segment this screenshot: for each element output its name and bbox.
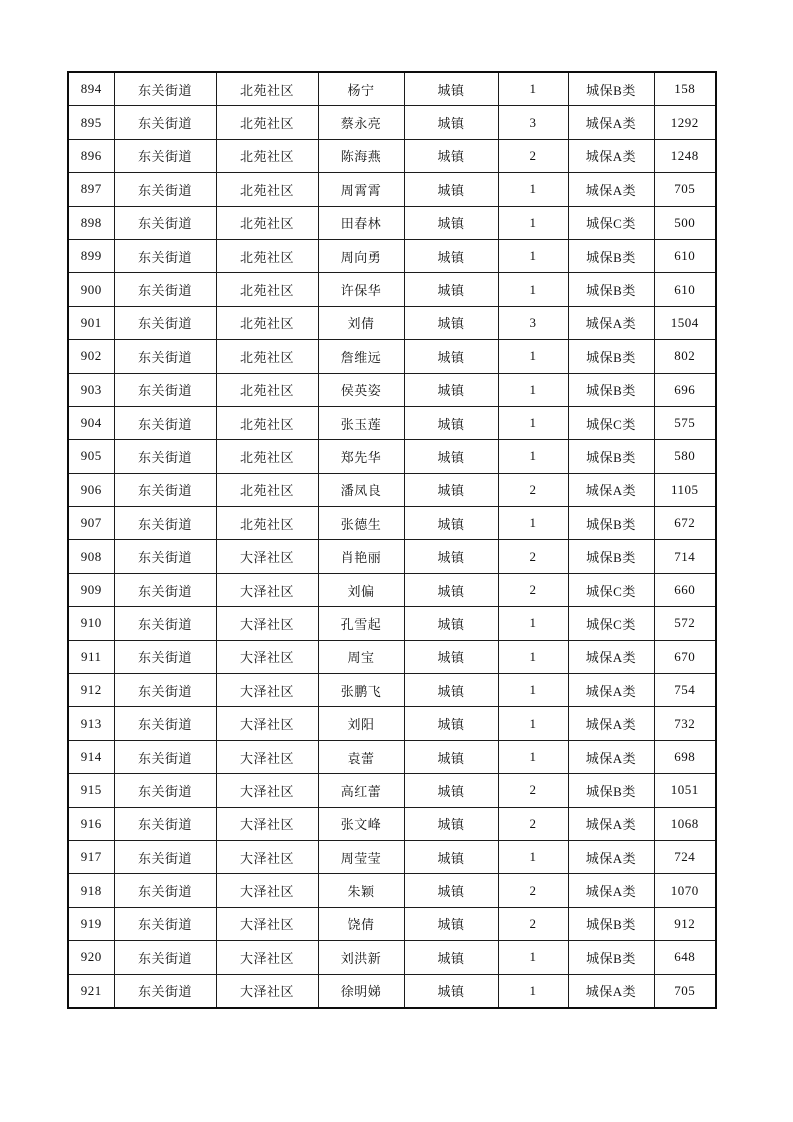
cell-persons: 2 — [498, 807, 568, 840]
cell-serial: 920 — [68, 941, 114, 974]
cell-street: 东关街道 — [114, 974, 216, 1008]
cell-street: 东关街道 — [114, 206, 216, 239]
cell-persons: 2 — [498, 874, 568, 907]
cell-name: 周莹莹 — [318, 840, 404, 873]
cell-street: 东关街道 — [114, 941, 216, 974]
cell-amount: 705 — [654, 173, 716, 206]
table-row — [68, 874, 716, 907]
cell-name: 侯英姿 — [318, 373, 404, 406]
cell-community: 北苑社区 — [216, 273, 318, 306]
table-row — [68, 239, 716, 272]
cell-category: 城保A类 — [568, 807, 654, 840]
cell-household-type: 城镇 — [404, 707, 498, 740]
table-body — [68, 72, 716, 1008]
cell-household-type: 城镇 — [404, 607, 498, 640]
cell-category: 城保B类 — [568, 239, 654, 272]
cell-household-type: 城镇 — [404, 340, 498, 373]
cell-household-type: 城镇 — [404, 874, 498, 907]
cell-household-type: 城镇 — [404, 406, 498, 439]
cell-street: 东关街道 — [114, 674, 216, 707]
table-row — [68, 139, 716, 172]
cell-household-type: 城镇 — [404, 373, 498, 406]
table-row — [68, 72, 716, 106]
cell-persons: 1 — [498, 340, 568, 373]
cell-persons: 1 — [498, 707, 568, 740]
cell-household-type: 城镇 — [404, 941, 498, 974]
cell-persons: 2 — [498, 774, 568, 807]
cell-street: 东关街道 — [114, 173, 216, 206]
table-row — [68, 373, 716, 406]
table-row — [68, 473, 716, 506]
table-row — [68, 206, 716, 239]
cell-community: 北苑社区 — [216, 406, 318, 439]
table-row — [68, 406, 716, 439]
cell-persons: 1 — [498, 239, 568, 272]
cell-persons: 1 — [498, 206, 568, 239]
cell-serial: 907 — [68, 507, 114, 540]
cell-household-type: 城镇 — [404, 173, 498, 206]
table-row — [68, 540, 716, 573]
cell-community: 北苑社区 — [216, 173, 318, 206]
cell-street: 东关街道 — [114, 106, 216, 139]
cell-amount: 500 — [654, 206, 716, 239]
cell-community: 大泽社区 — [216, 774, 318, 807]
cell-household-type: 城镇 — [404, 807, 498, 840]
cell-community: 北苑社区 — [216, 340, 318, 373]
cell-amount: 580 — [654, 440, 716, 473]
table-row — [68, 440, 716, 473]
cell-amount: 732 — [654, 707, 716, 740]
cell-serial: 916 — [68, 807, 114, 840]
cell-persons: 1 — [498, 507, 568, 540]
cell-name: 刘倩 — [318, 306, 404, 339]
cell-category: 城保C类 — [568, 206, 654, 239]
cell-amount: 1068 — [654, 807, 716, 840]
table-row — [68, 774, 716, 807]
cell-name: 高红蕾 — [318, 774, 404, 807]
table-row — [68, 674, 716, 707]
cell-name: 孔雪起 — [318, 607, 404, 640]
cell-category: 城保B类 — [568, 907, 654, 940]
cell-serial: 919 — [68, 907, 114, 940]
cell-street: 东关街道 — [114, 507, 216, 540]
cell-street: 东关街道 — [114, 874, 216, 907]
cell-community: 大泽社区 — [216, 674, 318, 707]
cell-serial: 913 — [68, 707, 114, 740]
cell-serial: 912 — [68, 674, 114, 707]
cell-category: 城保A类 — [568, 974, 654, 1008]
cell-amount: 1105 — [654, 473, 716, 506]
cell-street: 东关街道 — [114, 907, 216, 940]
cell-category: 城保C类 — [568, 607, 654, 640]
cell-name: 周向勇 — [318, 239, 404, 272]
cell-name: 田春林 — [318, 206, 404, 239]
cell-household-type: 城镇 — [404, 106, 498, 139]
table-row — [68, 974, 716, 1008]
cell-category: 城保A类 — [568, 640, 654, 673]
cell-community: 北苑社区 — [216, 306, 318, 339]
table-row — [68, 640, 716, 673]
table-row — [68, 707, 716, 740]
cell-serial: 903 — [68, 373, 114, 406]
cell-name: 周霄霄 — [318, 173, 404, 206]
table-row — [68, 840, 716, 873]
cell-serial: 908 — [68, 540, 114, 573]
cell-name: 朱颖 — [318, 874, 404, 907]
cell-community: 大泽社区 — [216, 573, 318, 606]
cell-persons: 1 — [498, 974, 568, 1008]
cell-community: 北苑社区 — [216, 239, 318, 272]
cell-serial: 906 — [68, 473, 114, 506]
cell-name: 周宝 — [318, 640, 404, 673]
cell-serial: 895 — [68, 106, 114, 139]
cell-amount: 1248 — [654, 139, 716, 172]
cell-street: 东关街道 — [114, 406, 216, 439]
cell-amount: 696 — [654, 373, 716, 406]
cell-street: 东关街道 — [114, 239, 216, 272]
cell-community: 北苑社区 — [216, 507, 318, 540]
cell-name: 蔡永亮 — [318, 106, 404, 139]
cell-household-type: 城镇 — [404, 540, 498, 573]
cell-serial: 902 — [68, 340, 114, 373]
cell-household-type: 城镇 — [404, 974, 498, 1008]
cell-household-type: 城镇 — [404, 840, 498, 873]
cell-category: 城保A类 — [568, 874, 654, 907]
cell-serial: 905 — [68, 440, 114, 473]
cell-category: 城保B类 — [568, 373, 654, 406]
cell-name: 徐明娣 — [318, 974, 404, 1008]
table-row — [68, 340, 716, 373]
cell-street: 东关街道 — [114, 607, 216, 640]
cell-persons: 1 — [498, 740, 568, 773]
cell-name: 张玉莲 — [318, 406, 404, 439]
cell-category: 城保A类 — [568, 840, 654, 873]
cell-persons: 1 — [498, 640, 568, 673]
cell-street: 东关街道 — [114, 340, 216, 373]
cell-amount: 648 — [654, 941, 716, 974]
cell-serial: 904 — [68, 406, 114, 439]
cell-name: 饶倩 — [318, 907, 404, 940]
cell-household-type: 城镇 — [404, 239, 498, 272]
cell-name: 刘洪新 — [318, 941, 404, 974]
cell-household-type: 城镇 — [404, 139, 498, 172]
cell-amount: 575 — [654, 406, 716, 439]
cell-persons: 2 — [498, 540, 568, 573]
cell-community: 北苑社区 — [216, 106, 318, 139]
cell-category: 城保A类 — [568, 473, 654, 506]
cell-household-type: 城镇 — [404, 573, 498, 606]
cell-community: 北苑社区 — [216, 440, 318, 473]
table-row — [68, 941, 716, 974]
cell-name: 郑先华 — [318, 440, 404, 473]
cell-serial: 894 — [68, 72, 114, 106]
cell-community: 大泽社区 — [216, 740, 318, 773]
cell-household-type: 城镇 — [404, 674, 498, 707]
cell-amount: 158 — [654, 72, 716, 106]
cell-community: 大泽社区 — [216, 874, 318, 907]
cell-serial: 909 — [68, 573, 114, 606]
cell-community: 大泽社区 — [216, 640, 318, 673]
cell-name: 张德生 — [318, 507, 404, 540]
cell-persons: 1 — [498, 72, 568, 106]
cell-category: 城保B类 — [568, 507, 654, 540]
cell-category: 城保A类 — [568, 740, 654, 773]
cell-street: 东关街道 — [114, 72, 216, 106]
cell-name: 杨宁 — [318, 72, 404, 106]
cell-amount: 1504 — [654, 306, 716, 339]
cell-amount: 705 — [654, 974, 716, 1008]
cell-household-type: 城镇 — [404, 774, 498, 807]
cell-persons: 2 — [498, 907, 568, 940]
cell-name: 许保华 — [318, 273, 404, 306]
cell-household-type: 城镇 — [404, 740, 498, 773]
cell-amount: 714 — [654, 540, 716, 573]
cell-serial: 918 — [68, 874, 114, 907]
cell-amount: 1051 — [654, 774, 716, 807]
table-row — [68, 306, 716, 339]
cell-community: 北苑社区 — [216, 473, 318, 506]
cell-community: 大泽社区 — [216, 807, 318, 840]
cell-household-type: 城镇 — [404, 473, 498, 506]
table-row — [68, 740, 716, 773]
cell-serial: 914 — [68, 740, 114, 773]
cell-amount: 724 — [654, 840, 716, 873]
cell-name: 刘阳 — [318, 707, 404, 740]
cell-category: 城保B类 — [568, 774, 654, 807]
cell-household-type: 城镇 — [404, 306, 498, 339]
cell-serial: 896 — [68, 139, 114, 172]
cell-persons: 1 — [498, 840, 568, 873]
cell-persons: 1 — [498, 173, 568, 206]
cell-serial: 900 — [68, 273, 114, 306]
cell-name: 刘偏 — [318, 573, 404, 606]
cell-category: 城保C类 — [568, 573, 654, 606]
cell-street: 东关街道 — [114, 139, 216, 172]
cell-persons: 3 — [498, 106, 568, 139]
cell-serial: 910 — [68, 607, 114, 640]
cell-community: 北苑社区 — [216, 72, 318, 106]
cell-persons: 1 — [498, 406, 568, 439]
cell-community: 大泽社区 — [216, 607, 318, 640]
cell-serial: 899 — [68, 239, 114, 272]
cell-community: 北苑社区 — [216, 373, 318, 406]
cell-category: 城保B类 — [568, 540, 654, 573]
cell-street: 东关街道 — [114, 440, 216, 473]
cell-street: 东关街道 — [114, 573, 216, 606]
table-row — [68, 907, 716, 940]
cell-persons: 2 — [498, 473, 568, 506]
cell-serial: 901 — [68, 306, 114, 339]
cell-name: 詹维远 — [318, 340, 404, 373]
cell-street: 东关街道 — [114, 640, 216, 673]
cell-category: 城保A类 — [568, 139, 654, 172]
cell-category: 城保B类 — [568, 340, 654, 373]
cell-persons: 3 — [498, 306, 568, 339]
cell-category: 城保B类 — [568, 273, 654, 306]
cell-community: 大泽社区 — [216, 941, 318, 974]
cell-household-type: 城镇 — [404, 72, 498, 106]
cell-community: 大泽社区 — [216, 907, 318, 940]
cell-amount: 1292 — [654, 106, 716, 139]
table-row — [68, 607, 716, 640]
cell-category: 城保B类 — [568, 440, 654, 473]
cell-category: 城保A类 — [568, 106, 654, 139]
cell-community: 大泽社区 — [216, 840, 318, 873]
cell-amount: 754 — [654, 674, 716, 707]
cell-street: 东关街道 — [114, 774, 216, 807]
cell-persons: 1 — [498, 273, 568, 306]
benefits-roster-table — [67, 71, 717, 1009]
cell-street: 东关街道 — [114, 373, 216, 406]
cell-category: 城保A类 — [568, 306, 654, 339]
cell-persons: 1 — [498, 373, 568, 406]
cell-street: 东关街道 — [114, 273, 216, 306]
cell-household-type: 城镇 — [404, 640, 498, 673]
cell-name: 陈海燕 — [318, 139, 404, 172]
table-row — [68, 273, 716, 306]
cell-community: 大泽社区 — [216, 540, 318, 573]
cell-amount: 572 — [654, 607, 716, 640]
cell-amount: 610 — [654, 273, 716, 306]
table-row — [68, 173, 716, 206]
cell-category: 城保B类 — [568, 72, 654, 106]
table-row — [68, 507, 716, 540]
cell-category: 城保C类 — [568, 406, 654, 439]
cell-category: 城保A类 — [568, 707, 654, 740]
cell-category: 城保A类 — [568, 674, 654, 707]
cell-category: 城保B类 — [568, 941, 654, 974]
cell-community: 大泽社区 — [216, 707, 318, 740]
cell-persons: 1 — [498, 440, 568, 473]
cell-street: 东关街道 — [114, 707, 216, 740]
table-row — [68, 807, 716, 840]
table-row — [68, 573, 716, 606]
cell-name: 张文峰 — [318, 807, 404, 840]
cell-persons: 1 — [498, 674, 568, 707]
cell-persons: 1 — [498, 607, 568, 640]
cell-household-type: 城镇 — [404, 440, 498, 473]
cell-persons: 2 — [498, 573, 568, 606]
cell-community: 北苑社区 — [216, 206, 318, 239]
cell-serial: 915 — [68, 774, 114, 807]
cell-name: 潘凤良 — [318, 473, 404, 506]
cell-street: 东关街道 — [114, 840, 216, 873]
cell-street: 东关街道 — [114, 807, 216, 840]
cell-persons: 2 — [498, 139, 568, 172]
cell-street: 东关街道 — [114, 740, 216, 773]
cell-serial: 917 — [68, 840, 114, 873]
cell-persons: 1 — [498, 941, 568, 974]
cell-name: 肖艳丽 — [318, 540, 404, 573]
cell-amount: 672 — [654, 507, 716, 540]
cell-community: 大泽社区 — [216, 974, 318, 1008]
cell-category: 城保A类 — [568, 173, 654, 206]
cell-amount: 670 — [654, 640, 716, 673]
cell-street: 东关街道 — [114, 540, 216, 573]
cell-amount: 912 — [654, 907, 716, 940]
cell-community: 北苑社区 — [216, 139, 318, 172]
cell-serial: 911 — [68, 640, 114, 673]
cell-household-type: 城镇 — [404, 507, 498, 540]
cell-street: 东关街道 — [114, 306, 216, 339]
cell-household-type: 城镇 — [404, 907, 498, 940]
cell-name: 张鹏飞 — [318, 674, 404, 707]
cell-serial: 897 — [68, 173, 114, 206]
cell-household-type: 城镇 — [404, 206, 498, 239]
cell-amount: 660 — [654, 573, 716, 606]
cell-amount: 610 — [654, 239, 716, 272]
table-row — [68, 106, 716, 139]
cell-street: 东关街道 — [114, 473, 216, 506]
cell-serial: 898 — [68, 206, 114, 239]
cell-name: 袁蕾 — [318, 740, 404, 773]
cell-amount: 1070 — [654, 874, 716, 907]
cell-household-type: 城镇 — [404, 273, 498, 306]
cell-amount: 802 — [654, 340, 716, 373]
cell-serial: 921 — [68, 974, 114, 1008]
cell-amount: 698 — [654, 740, 716, 773]
